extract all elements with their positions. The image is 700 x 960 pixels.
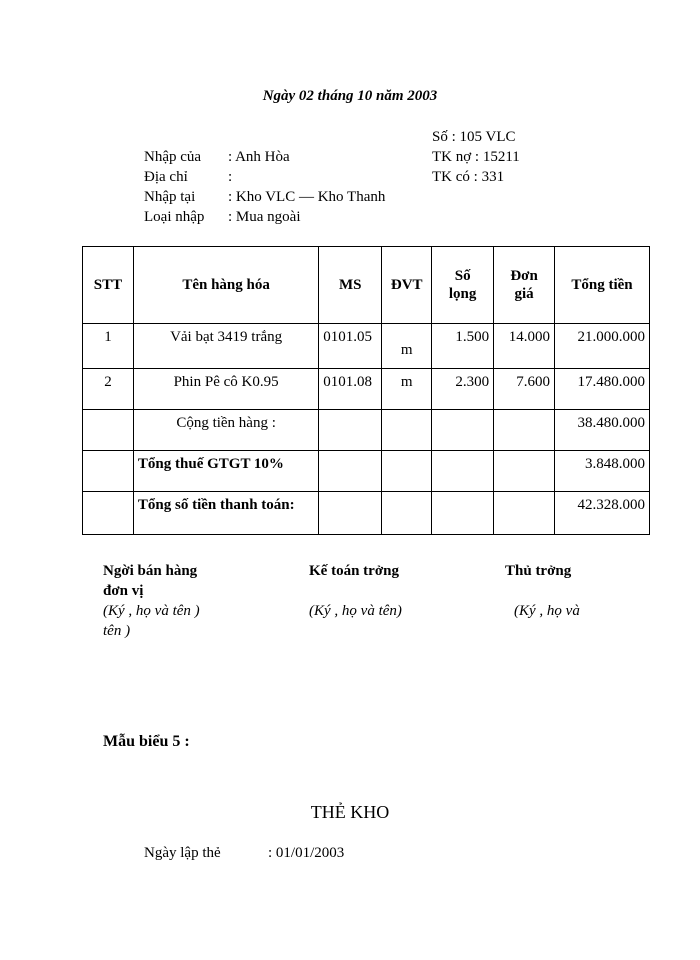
header-unit: ĐVT [382, 247, 432, 324]
subtotal-label: Cộng tiền hàng : [133, 410, 318, 451]
accountant-signature-note: (Ký , họ và tên) [309, 603, 402, 619]
row1-code: 0101.05 [319, 324, 382, 369]
vat-row [83, 451, 650, 492]
row2-unit: m [382, 369, 432, 410]
table-row [83, 324, 650, 369]
table-row [83, 369, 650, 410]
seller-signature-note-line2: tên ) [103, 623, 131, 639]
warehouse-value: : Kho VLC — Kho Thanh [228, 189, 386, 205]
row1-unit: m [382, 324, 432, 369]
document-number: Số : 105 VLC [432, 129, 516, 145]
supplier-value: : Anh Hòa [228, 149, 290, 165]
header-code: MS [319, 247, 382, 324]
header-stt: STT [83, 247, 134, 324]
supplier-label: Nhập của [144, 149, 202, 165]
row2-item-name: Phin Pê cô K0.95 [133, 369, 318, 410]
table-header-row [83, 247, 650, 324]
accountant-signature-title: Kế toán trởng [309, 563, 399, 579]
header-unit-price [494, 247, 555, 324]
subtotal-value: 38.480.000 [555, 410, 650, 451]
debit-account: TK nợ : 15211 [432, 149, 520, 165]
subtotal-row [83, 410, 650, 451]
vat-value: 3.848.000 [555, 451, 650, 492]
row1-quantity: 1.500 [432, 324, 494, 369]
stock-card-title: THẺ KHO [310, 802, 390, 822]
card-date-label: Ngày lập thẻ [144, 845, 221, 861]
card-date-value: : 01/01/2003 [268, 845, 345, 861]
header-item-name: Tên hàng hóa [133, 247, 318, 324]
warehouse-label: Nhập tại [144, 189, 196, 205]
seller-signature-note-line1: (Ký , họ và tên ) [103, 603, 200, 619]
head-signature-note: (Ký , họ và [514, 603, 580, 619]
row2-unit-price: 7.600 [494, 369, 555, 410]
row2-stt: 2 [83, 369, 134, 410]
grand-total-label: Tổng số tiền thanh toán: [133, 492, 318, 535]
header-quantity-line1: Số [454, 268, 471, 284]
seller-signature-title-line1: Ngời bán hàng [103, 563, 198, 579]
row1-item-name: Vải bạt 3419 trắng [133, 324, 318, 369]
header-unit-price-line2: giá [514, 286, 534, 302]
grand-total-row [83, 492, 650, 535]
receipt-date: Ngày 02 tháng 10 năm 2003 [262, 88, 438, 104]
address-label: Địa chỉ [144, 169, 188, 185]
row1-total: 21.000.000 [555, 324, 650, 369]
header-quantity-line2: lọng [448, 286, 477, 302]
row1-unit-price: 14.000 [494, 324, 555, 369]
row1-stt: 1 [83, 324, 134, 369]
import-type-value: : Mua ngoài [228, 209, 301, 225]
goods-table [82, 246, 650, 535]
head-signature-title: Thủ trởng [505, 563, 572, 579]
import-type-label: Loại nhập [144, 209, 205, 225]
header-unit-price-line1: Đơn [510, 268, 538, 284]
row2-code: 0101.08 [319, 369, 382, 410]
grand-total-value: 42.328.000 [555, 492, 650, 535]
row2-total: 17.480.000 [555, 369, 650, 410]
row2-quantity: 2.300 [432, 369, 494, 410]
form-number-heading: Mẫu biểu 5 : [103, 733, 190, 750]
header-quantity [432, 247, 494, 324]
seller-signature-title-line2: đơn vị [103, 583, 144, 599]
address-value: : [228, 169, 233, 185]
credit-account: TK có : 331 [432, 169, 505, 185]
vat-label: Tổng thuế GTGT 10% [133, 451, 318, 492]
header-total: Tổng tiền [555, 247, 650, 324]
